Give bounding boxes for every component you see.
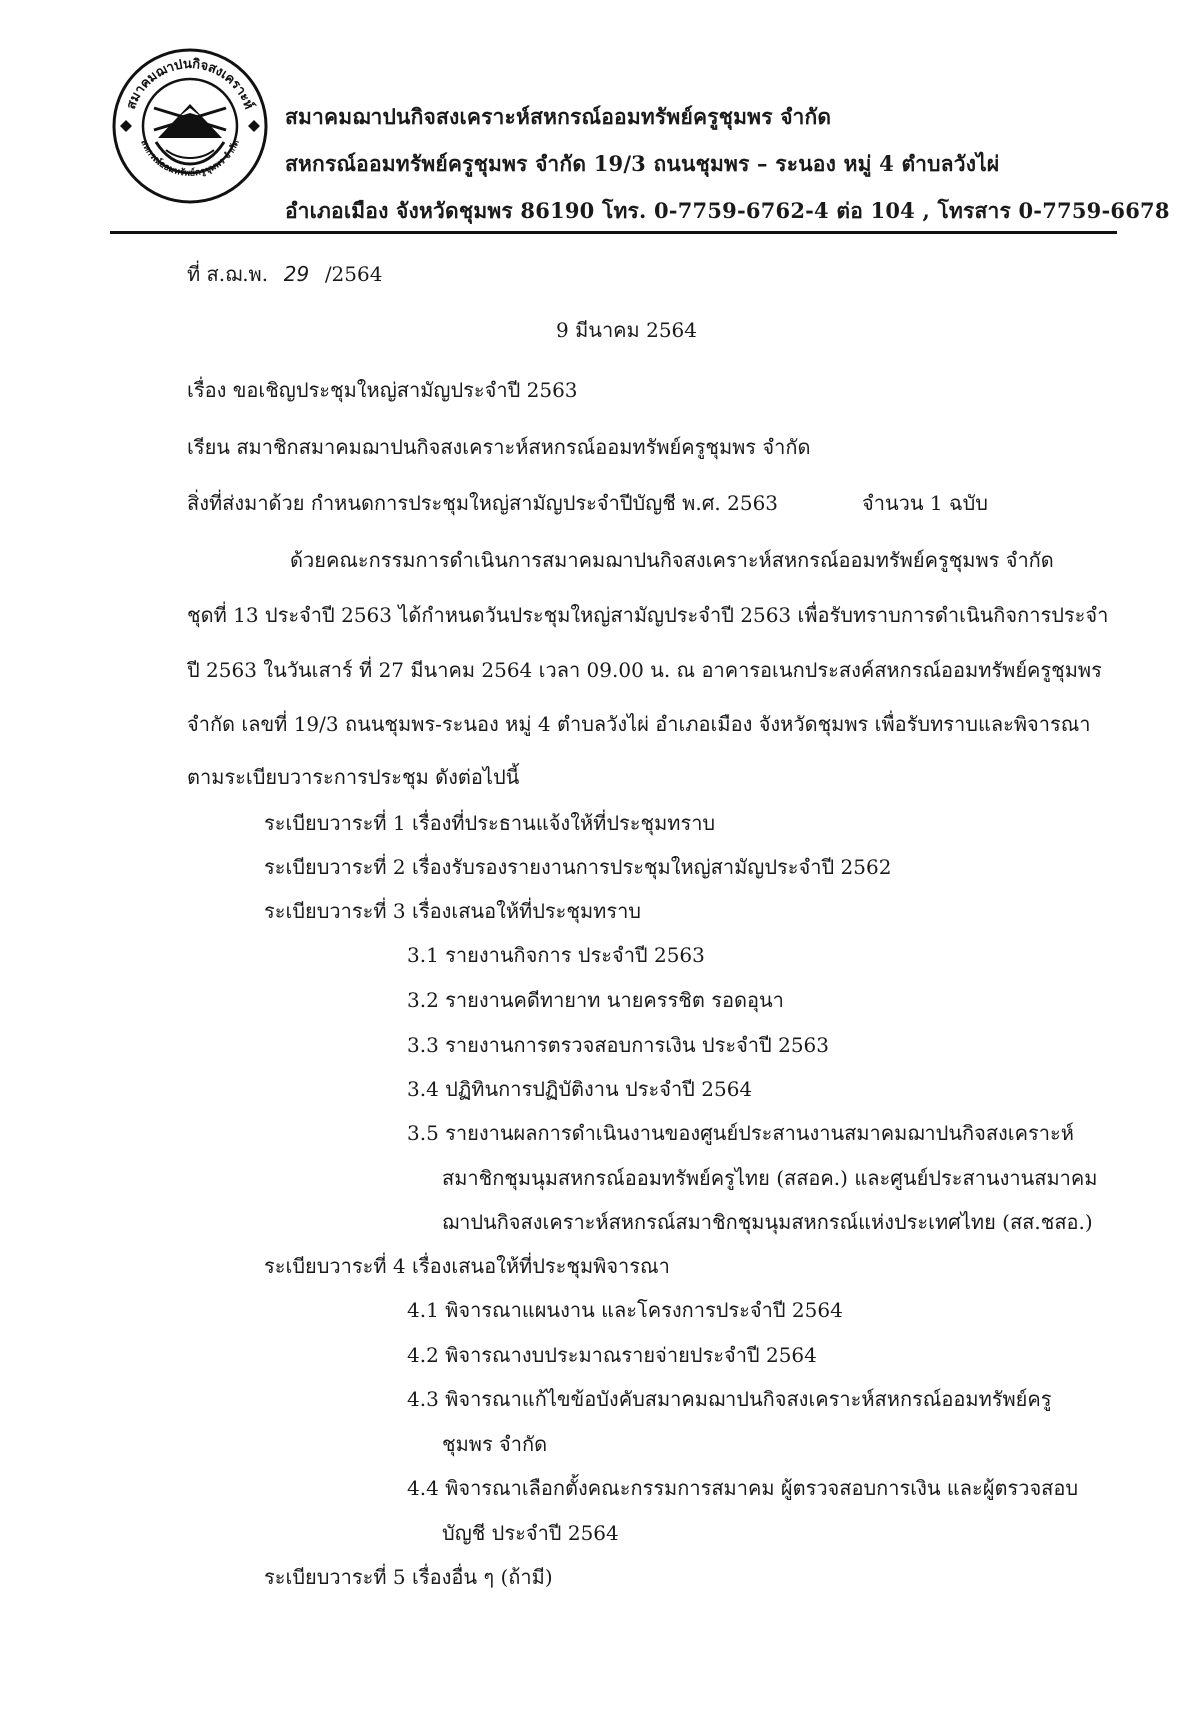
logo-text-top: สมาคมฌาปนกิจสงเคราะห์ xyxy=(123,56,257,112)
enclosure-amount: จำนวน 1 ฉบับ xyxy=(862,491,988,515)
agenda-3-3: 3.3 รายงานการตรวจสอบการเงิน ประจำปี 2563 xyxy=(407,1033,829,1057)
agenda-item-2: ระเบียบวาระที่ 2 เรื่องรับรองรายงานการประชุมใหญ่สามัญประจำปี 2562 xyxy=(264,855,892,879)
agenda-4-4-cont: บัญชี ประจำปี 2564 xyxy=(442,1521,619,1545)
agenda-3-4: 3.4 ปฏิทินการปฏิบัติงาน ประจำปี 2564 xyxy=(407,1077,753,1101)
agenda-4-3: 4.3 พิจารณาแก้ไขข้อบังคับสมาคมฌาปนกิจสงเคราะห์สหกรณ์ออมทรัพย์ครู xyxy=(407,1387,1052,1411)
letter-recipient: เรียน สมาชิกสมาคมฌาปนกิจสงเคราะห์สหกรณ์ออมทรัพย์ครูชุมพร จำกัด xyxy=(187,435,811,459)
agenda-3-1: 3.1 รายงานกิจการ ประจำปี 2563 xyxy=(407,943,705,967)
reference-number xyxy=(187,262,382,286)
agenda-item-3: ระเบียบวาระที่ 3 เรื่องเสนอให้ที่ประชุมทราบ xyxy=(264,899,642,923)
body-line: ด้วยคณะกรรมการดำเนินการสมาคมฌาปนกิจสงเคราะห์สหกรณ์ออมทรัพย์ครูชุมพร จำกัด xyxy=(290,548,1054,572)
reference-suffix: /2564 xyxy=(324,262,383,286)
agenda-4-1: 4.1 พิจารณาแผนงาน และโครงการประจำปี 2564 xyxy=(407,1298,843,1322)
letter-date: 9 มีนาคม 2564 xyxy=(556,318,697,342)
agenda-4-4: 4.4 พิจารณาเลือกตั้งคณะกรรมการสมาคม ผู้ตรวจสอบการเงิน และผู้ตรวจสอบ xyxy=(407,1476,1079,1500)
agenda-4-2: 4.2 พิจารณางบประมาณรายจ่ายประจำปี 2564 xyxy=(407,1343,817,1367)
logo-text-bottom: สหกรณ์ออมทรัพย์ครูชุมพร จำกัด xyxy=(138,138,242,179)
reference-prefix: ที่ ส.ฌ.พ. xyxy=(187,262,269,286)
body-line: ชุดที่ 13 ประจำปี 2563 ได้กำหนดวันประชุมใหญ่สามัญประจำปี 2563 เพื่อรับทราบการดำเนินกิจการประจำ xyxy=(187,603,1109,627)
agenda-3-2: 3.2 รายงานคดีทายาท นายครรชิต รอดอุนา xyxy=(407,988,784,1012)
body-line: จำกัด เลขที่ 19/3 ถนนชุมพร-ระนอง หมู่ 4 ตำบลวังไผ่ อำเภอเมือง จังหวัดชุมพร เพื่อรับทราบและพิจารณา xyxy=(187,712,1091,736)
address-line-1: สหกรณ์ออมทรัพย์ครูชุมพร จำกัด 19/3 ถนนชุมพร – ระนอง หมู่ 4 ตำบลวังไผ่ xyxy=(285,151,1000,176)
letter-subject: เรื่อง ขอเชิญประชุมใหญ่สามัญประจำปี 2563 xyxy=(187,378,578,402)
agenda-item-4: ระเบียบวาระที่ 4 เรื่องเสนอให้ที่ประชุมพิจารณา xyxy=(264,1254,670,1278)
agenda-3-5: 3.5 รายงานผลการดำเนินงานของศูนย์ประสานงานสมาคมฌาปนกิจสงเคราะห์ xyxy=(407,1121,1074,1145)
agenda-3-5-cont: สมาชิกชุมนุมสหกรณ์ออมทรัพย์ครูไทย (สสอค.) และศูนย์ประสานงานสมาคม xyxy=(442,1166,1098,1190)
agenda-item-5: ระเบียบวาระที่ 5 เรื่องอื่น ๆ (ถ้ามี) xyxy=(264,1565,553,1589)
agenda-item-1: ระเบียบวาระที่ 1 เรื่องที่ประธานแจ้งให้ที่ประชุมทราบ xyxy=(264,811,716,835)
address-line-2: อำเภอเมือง จังหวัดชุมพร 86190 โทร. 0-7759-6762-4 ต่อ 104 , โทรสาร 0-7759-6678 xyxy=(285,198,1170,223)
body-line: ตามระเบียบวาระการประชุม ดังต่อไปนี้ xyxy=(187,765,520,789)
agenda-3-5-cont: ฌาปนกิจสงเคราะห์สหกรณ์สมาชิกชุมนุมสหกรณ์แห่งประเทศไทย (สส.ชสอ.) xyxy=(442,1210,1093,1234)
enclosure-text: สิ่งที่ส่งมาด้วย กำหนดการประชุมใหญ่สามัญประจำปีบัญชี พ.ศ. 2563 xyxy=(187,491,779,515)
reference-handwritten-number: 29 xyxy=(283,262,310,286)
association-name: สมาคมฌาปนกิจสงเคราะห์สหกรณ์ออมทรัพย์ครูชุมพร จำกัด xyxy=(285,104,832,129)
body-line: ปี 2563 ในวันเสาร์ ที่ 27 มีนาคม 2564 เวลา 09.00 น. ณ อาคารอเนกประสงค์สหกรณ์ออมทรัพย์ครูชุมพร xyxy=(187,658,1102,682)
agenda-4-3-cont: ชุมพร จำกัด xyxy=(442,1432,548,1456)
header-divider xyxy=(110,231,1117,234)
association-logo xyxy=(110,46,270,206)
